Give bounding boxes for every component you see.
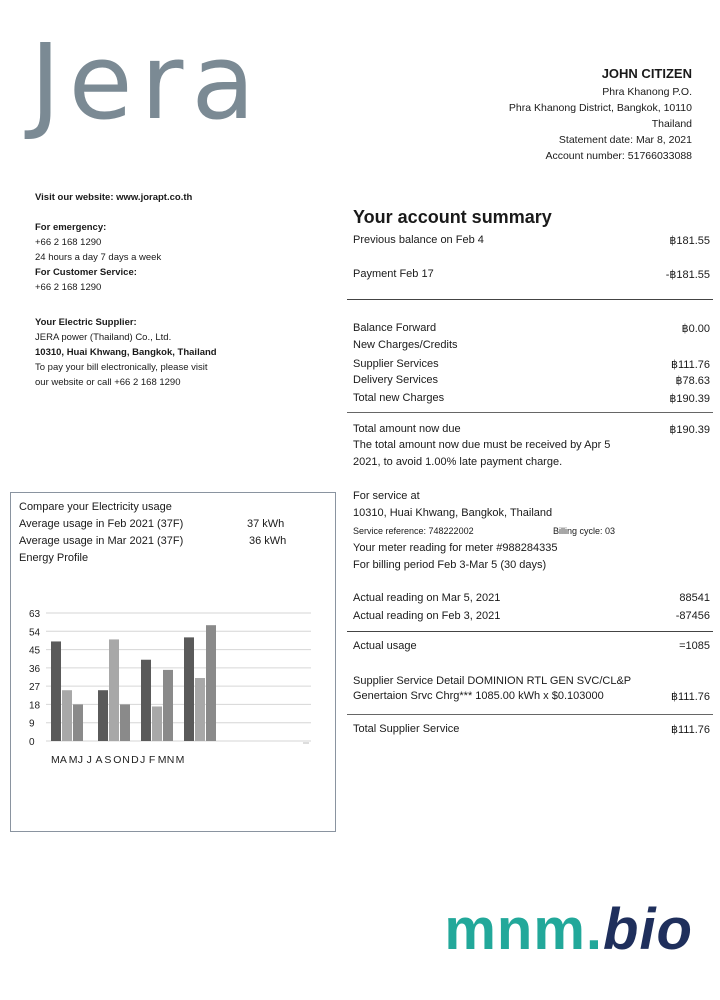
billing-cycle: Billing cycle: 03 <box>552 526 615 536</box>
customer-address-block <box>509 66 692 164</box>
x-tick-label: J <box>86 754 92 766</box>
account-number: Account number: 51766033088 <box>545 150 692 162</box>
row-value: ฿111.76 <box>670 724 710 736</box>
summary-row-payment <box>353 268 710 281</box>
total-supplier-row <box>353 723 710 736</box>
usage-mar-value: 36 kWh <box>249 535 287 547</box>
divider <box>347 714 713 715</box>
usage-bar <box>184 637 194 741</box>
divider <box>347 631 713 632</box>
row-label: Actual usage <box>353 640 417 652</box>
address-line: Phra Khanong P.O. <box>602 86 692 98</box>
website-line: Visit our website: www.jorapt.co.th <box>35 192 193 203</box>
x-tick-label: A <box>95 754 103 766</box>
row-label: Total amount now due <box>353 423 461 435</box>
row-label: Total Supplier Service <box>353 723 460 735</box>
usage-bar <box>195 678 205 741</box>
service-label: For Customer Service: <box>35 267 137 278</box>
usage-bar <box>152 706 162 741</box>
row-label: Total new Charges <box>353 392 445 404</box>
x-tick-label: M <box>51 754 60 766</box>
divider <box>347 299 713 300</box>
usage-bar <box>141 660 151 741</box>
y-tick-label: 45 <box>29 645 41 657</box>
row-value: 88541 <box>679 592 710 604</box>
supplier-detail-row <box>353 690 710 703</box>
row-label: Balance Forward <box>353 322 437 334</box>
x-tick-label: F <box>148 754 156 766</box>
usage-bar <box>62 690 72 741</box>
row-value: ฿111.76 <box>670 691 710 703</box>
supplier-name: JERA power (Thailand) Co., Ltd. <box>35 332 172 343</box>
due-note-line: 2021, to avoid 1.00% late payment charge. <box>353 456 563 468</box>
usage-chart-box <box>10 492 336 832</box>
summary-row-supplier <box>353 358 710 371</box>
reading-row-mar <box>353 592 710 604</box>
service-at-label: For service at <box>353 490 420 502</box>
row-label: New Charges/Credits <box>353 339 458 351</box>
meter-block <box>353 540 710 574</box>
y-tick-label: 9 <box>29 718 35 730</box>
address-line: Thailand <box>651 118 692 130</box>
customer-name: JOHN CITIZEN <box>601 66 692 81</box>
reading-row-feb <box>353 610 710 622</box>
row-value: =1085 <box>679 640 710 652</box>
y-tick-label: 36 <box>29 663 41 675</box>
due-note <box>353 437 710 471</box>
service-reference-row <box>353 526 710 536</box>
divider <box>347 412 713 413</box>
usage-bar <box>109 639 119 741</box>
usage-bar-chart <box>11 581 335 831</box>
x-tick-label: D <box>131 754 139 766</box>
usage-bar <box>73 704 83 741</box>
x-tick-label: M <box>157 754 167 766</box>
usage-bar <box>206 625 216 741</box>
row-value: -฿181.55 <box>665 269 710 281</box>
emergency-label: For emergency: <box>35 222 107 233</box>
x-tick-label: N <box>122 754 130 766</box>
supplier-label: Your Electric Supplier: <box>35 317 137 328</box>
brand-watermark <box>444 896 693 963</box>
x-tick-label: N <box>166 754 175 766</box>
summary-row-delivery <box>353 374 710 387</box>
x-tick-label: J <box>77 754 83 766</box>
row-value: ฿181.55 <box>669 235 710 247</box>
row-label: Actual reading on Feb 3, 2021 <box>353 610 501 622</box>
row-value: ฿78.63 <box>675 375 710 387</box>
row-value: ฿0.00 <box>681 323 710 335</box>
row-value: ฿190.39 <box>669 393 710 405</box>
usage-bar <box>98 690 108 741</box>
supplier-detail <box>353 673 710 690</box>
address-line: Phra Khanong District, Bangkok, 10110 <box>508 102 692 114</box>
service-reference: Service reference: 748222002 <box>353 526 474 536</box>
y-tick-label: 18 <box>29 700 41 712</box>
y-tick-label: 0 <box>29 737 35 748</box>
contact-block <box>35 220 161 295</box>
summary-row-previous <box>353 234 710 247</box>
billing-period: For billing period Feb 3-Mar 5 (30 days) <box>353 559 547 571</box>
row-label: Payment Feb 17 <box>353 268 434 280</box>
x-tick-label: S <box>104 754 112 766</box>
row-value: -87456 <box>675 610 710 622</box>
emergency-phone: +66 2 168 1290 <box>35 237 102 248</box>
summary-row-total-new <box>353 392 710 405</box>
summary-row-due <box>353 423 710 436</box>
usage-row <box>353 640 710 652</box>
service-phone: +66 2 168 1290 <box>35 282 102 293</box>
emergency-hours: 24 hours a day 7 days a week <box>35 252 162 263</box>
service-block <box>353 488 710 522</box>
row-label: Supplier Services <box>353 358 439 370</box>
x-tick-label: M <box>68 754 78 766</box>
supplier-block <box>35 315 217 390</box>
y-tick-label: 63 <box>29 609 41 620</box>
summary-title: Your account summary <box>353 207 552 227</box>
x-tick-label: M <box>175 754 185 766</box>
row-label: Previous balance on Feb 4 <box>353 234 484 246</box>
usage-bar <box>51 641 61 741</box>
supplier-address: 10310, Huai Khwang, Bangkok, Thailand <box>35 347 217 358</box>
row-label: Delivery Services <box>353 374 438 386</box>
row-value: ฿111.76 <box>670 359 710 371</box>
y-tick-label: 27 <box>29 682 41 694</box>
summary-row-balance <box>353 322 710 335</box>
usage-bar <box>163 670 173 741</box>
pay-note: To pay your bill electronically, please visit <box>35 362 208 373</box>
company-logo: Jera <box>30 21 264 143</box>
meter-reading: Your meter reading for meter #988284335 <box>353 542 558 554</box>
brand-dot: . <box>585 897 604 962</box>
usage-title: Compare your Electricity usage <box>19 501 172 513</box>
x-tick-label: O <box>113 754 122 766</box>
usage-bar <box>120 704 130 741</box>
summary-row-new-charges <box>353 339 710 351</box>
row-value: ฿190.39 <box>669 424 710 436</box>
usage-feb-value: 37 kWh <box>247 518 285 530</box>
row-label: Actual reading on Mar 5, 2021 <box>353 592 501 604</box>
brand-bio: bio <box>603 897 693 962</box>
detail-line: Supplier Service Detail DOMINION RTL GEN SVC/CL&P <box>353 675 632 687</box>
x-tick-label: J <box>140 754 146 766</box>
due-note-line: The total amount now due must be received by Apr 5 <box>353 439 611 451</box>
usage-feb-label: Average usage in Feb 2021 (37F) <box>19 518 184 530</box>
y-tick-label: 54 <box>29 627 41 639</box>
service-address: 10310, Huai Khwang, Bangkok, Thailand <box>353 507 553 519</box>
brand-main: mnm <box>444 897 586 962</box>
statement-date: Statement date: Mar 8, 2021 <box>558 134 692 146</box>
energy-profile-label: Energy Profile <box>19 552 89 564</box>
usage-mar-label: Average usage in Mar 2021 (37F) <box>19 535 184 547</box>
pay-note: our website or call +66 2 168 1290 <box>35 377 181 388</box>
row-label: Genertaion Srvc Chrg*** 1085.00 kWh x $0.103000 <box>353 690 604 702</box>
x-tick-label: A <box>59 754 67 766</box>
